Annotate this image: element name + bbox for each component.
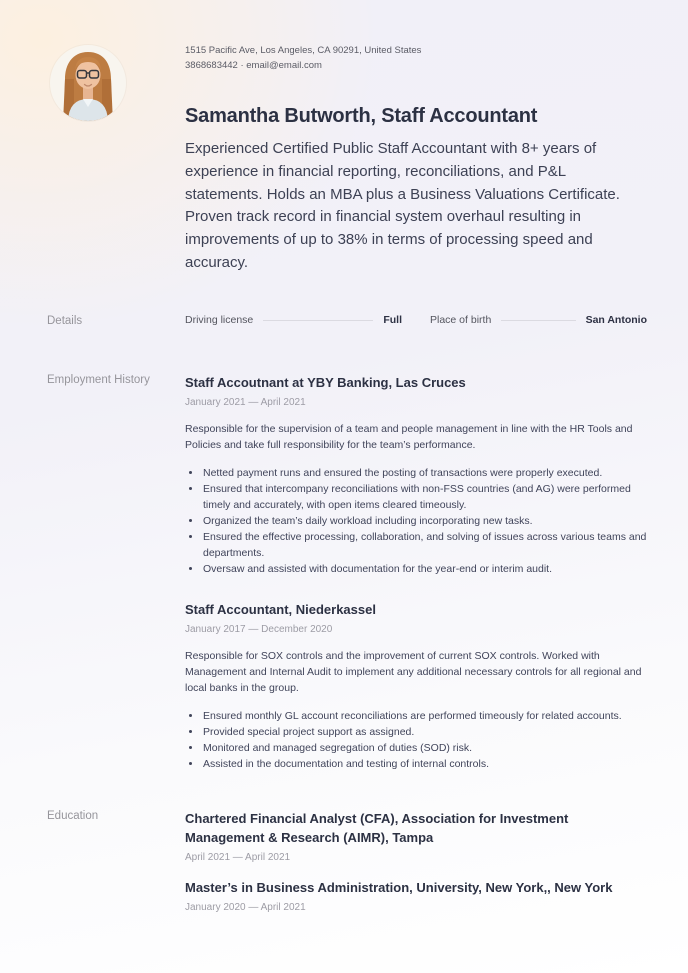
job-description: Responsible for SOX controls and the improvement of current SOX controls. Worked with Management and Internal Audit to implement any additional necessary controls for all regional and local banks in the group.	[185, 649, 642, 694]
employment-section-label: Employment History	[47, 373, 150, 386]
detail-leader-line	[263, 320, 373, 321]
job-bullet: • Ensured that intercompany reconciliations with non-FSS countries (and AG) were performed timely and accurately, with open items cleared timeously.	[202, 481, 647, 513]
education-section	[0, 809, 688, 913]
detail-value: Full	[383, 313, 402, 326]
avatar-illustration	[50, 45, 126, 121]
resume-header	[0, 0, 688, 275]
job-bullet: • Ensured the effective processing, collaboration, and solving of issues across various teams and departments.	[202, 529, 647, 561]
job-dates: January 2021 — April 2021	[185, 396, 306, 408]
contact-phone-email: 3868683442 · email@email.com	[185, 59, 322, 71]
job-bullet-list	[185, 465, 647, 577]
employment-history-section	[0, 373, 688, 772]
detail-label: Place of birth	[430, 313, 492, 326]
education-entry-mba	[185, 878, 647, 913]
detail-label: Driving license	[185, 313, 254, 326]
job-bullet: • Oversaw and assisted with documentation for the year-end or interim audit.	[202, 561, 647, 577]
detail-field-driving-license	[185, 314, 402, 326]
job-entry-yby-banking	[185, 373, 647, 577]
job-dates: January 2017 — December 2020	[185, 623, 333, 635]
job-bullet: • Organized the team’s daily workload including incorporating new tasks.	[202, 513, 647, 529]
education-dates: April 2021 — April 2021	[185, 851, 291, 863]
profile-photo	[50, 45, 126, 121]
details-section-label: Details	[47, 314, 83, 327]
contact-info	[185, 44, 645, 73]
detail-leader-line	[501, 320, 575, 321]
education-entry-cfa	[185, 809, 647, 863]
education-dates: January 2020 — April 2021	[185, 901, 306, 913]
job-title: Staff Accountant, Niederkassel	[185, 601, 376, 617]
contact-address: 1515 Pacific Ave, Los Angeles, CA 90291, United States	[185, 45, 422, 56]
job-description: Responsible for the supervision of a team and people management in line with the HR Tools and Policies and take full responsibility for the team’s performance.	[185, 422, 633, 451]
details-fields	[185, 314, 647, 326]
job-bullet: • Provided special project support as assigned.	[202, 724, 647, 740]
profile-summary: Experienced Certified Public Staff Accountant with 8+ years of experience in financial reporting, reconciliations, and P&L statements. Holds an MBA plus a Business Valuations Certificate. Proven track record in financial system overhaul resulting in improvements of up to 38% in terms of processing speed and accuracy.	[185, 140, 620, 271]
job-bullet: • Ensured monthly GL account reconciliations are performed timeously for related accounts.	[202, 708, 647, 724]
job-bullet: • Monitored and managed segregation of duties (SOD) risk.	[202, 740, 647, 756]
candidate-name: Samantha Butworth, Staff Accountant	[185, 105, 538, 127]
job-bullet: • Netted payment runs and ensured the posting of transactions were properly executed.	[202, 465, 647, 481]
details-section	[0, 314, 688, 327]
education-title: Master’s in Business Administration, University, New York,, New York	[185, 879, 613, 895]
detail-value: San Antonio	[585, 313, 647, 326]
education-section-label: Education	[47, 809, 99, 822]
job-bullet-list	[185, 708, 647, 772]
job-title: Staff Accoutnant at YBY Banking, Las Cruces	[185, 374, 466, 390]
job-bullet: • Assisted in the documentation and testing of internal controls.	[202, 756, 647, 772]
education-entries	[185, 809, 647, 913]
education-title: Chartered Financial Analyst (CFA), Association for Investment Management & Research (AIMR), Tampa	[185, 810, 569, 845]
employment-entries	[185, 373, 647, 772]
detail-field-place-of-birth	[430, 314, 647, 326]
job-entry-niederkassel	[185, 600, 647, 772]
